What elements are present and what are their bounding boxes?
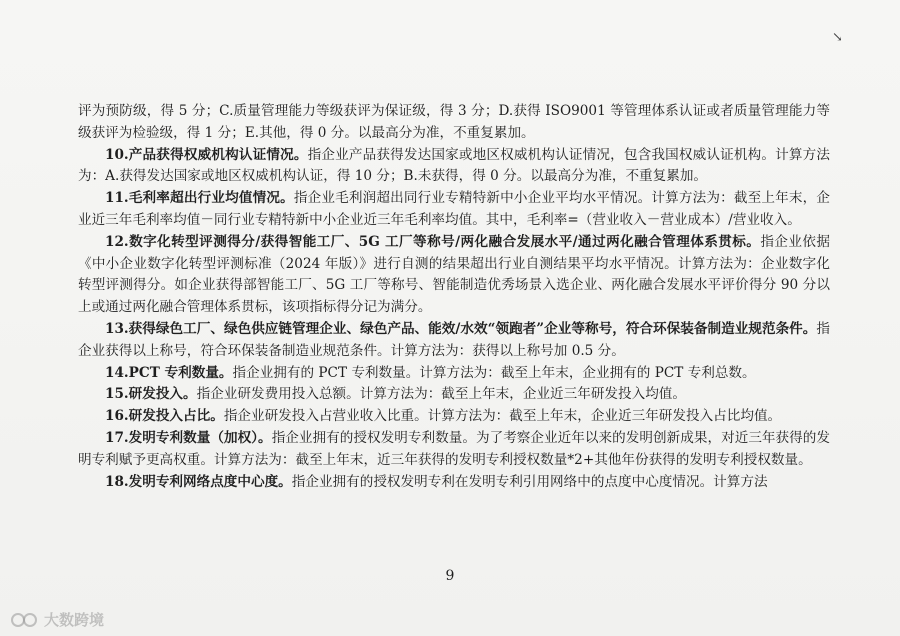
page-number: 9 — [445, 568, 455, 584]
paragraph-text: 指企业拥有的授权发明专利数量。为了考察企业近年以来的发明创新成果，对近三年获得的发明专利赋予更高权重。计算方法为：截至上年末，近三年获得的发明专利授权数量*2+其他年份获得的发明专利授权数量。 — [78, 429, 831, 468]
paragraph-heading: 13.获得绿色工厂、绿色供应链管理企业、绿色产品、能效/水效“领跑者”企业等称号，符合环保装备制造业规范条件。 — [105, 320, 817, 337]
paragraph-item-16 — [78, 406, 830, 428]
paragraph-heading: 17.发明专利数量（加权）。 — [105, 429, 272, 446]
paragraph-heading: 10.产品获得权威机构认证情况。 — [105, 146, 308, 163]
paragraph-text: 指企业依据《中小企业数字化转型评测标准（2024 年版）》进行自测的结果超出行业自测结果平均水平情况。计算方法为：企业数字化转型评测得分。如企业获得部智能工厂、5G 工厂等称号、智能制造优秀场景入选企业、两化融合发展水平评价得分 90 分以上或通过两化融合管理体系贯标，该项指标得分记为满分。 — [78, 233, 831, 316]
paragraph-text: 指企业研发投入占营业收入比重。计算方法为：截至上年末，企业近三年研发投入占比均值。 — [223, 408, 782, 425]
paragraph-item-12 — [78, 232, 830, 319]
watermark-text: 大数跨境 — [44, 611, 105, 629]
paragraph-heading: 16.研发投入占比。 — [105, 408, 224, 425]
paragraph-text: 指企业获得以上称号，符合环保装备制造业规范条件。计算方法为：获得以上称号加 0.5 分。 — [78, 320, 830, 359]
paragraph-heading: 11.毛利率超出行业均值情况。 — [105, 190, 294, 207]
paragraph-item-11 — [78, 188, 830, 232]
paragraph-text: 评为预防级，得 5 分；C.质量管理能力等级获评为保证级，得 3 分；D.获得 ISO9001 等管理体系认证或者质量管理能力等级获评为检验级，得 1 分；E.其他，得 0 分。以最高分为准，不重复累加。 — [78, 103, 830, 141]
paragraph-item-14 — [78, 363, 830, 385]
paragraph-text: 指企业产品获得发达国家或地区权威机构认证情况，包含我国权威认证机构。计算方法为：A.获得发达国家或地区权威机构认证，得 10 分；B.未获得，得 0 分。以最高分为准，不重复累加。 — [78, 146, 831, 185]
paragraph-text: 指企业拥有的 PCT 专利数量。计算方法为：截至上年末，企业拥有的 PCT 专利总数。 — [232, 364, 756, 381]
paragraph-heading: 14.PCT 专利数量。 — [105, 364, 233, 381]
paragraph-heading: 18.发明专利网络点度中心度。 — [105, 473, 292, 490]
paragraph-text: 指企业拥有的授权发明专利在发明专利引用网络中的点度中心度情况。计算方法 — [291, 473, 768, 490]
watermark — [10, 609, 104, 630]
paragraph-text: 指企业毛利润超出同行业专精特新中小企业平均水平情况。计算方法为：截至上年末，企业近三年毛利率均值－同行业专精特新中小企业近三年毛利率均值。其中，毛利率=（营业收入－营业成本）/营业收入。 — [78, 190, 831, 228]
paragraph-item-10 — [78, 145, 830, 189]
paragraph-item-15 — [78, 384, 830, 406]
paragraph-heading: 15.研发投入。 — [105, 386, 197, 403]
watermark-logo-icon — [10, 611, 40, 629]
paragraph-item-18 — [78, 472, 830, 494]
paragraph-item-13 — [78, 319, 830, 363]
paragraph-item-17 — [78, 428, 830, 472]
paragraph-text: 指企业研发费用投入总额。计算方法为：截至上年末，企业近三年研发投入均值。 — [196, 386, 686, 403]
corner-scan-mark: ↘ — [832, 30, 843, 45]
paragraph-continued — [78, 101, 830, 145]
paragraph-heading: 12.数字化转型评测得分/获得智能工厂、5G 工厂等称号/两化融合发展水平/通过两化融合管理体系贯标。 — [105, 233, 761, 250]
document-body — [78, 101, 830, 493]
